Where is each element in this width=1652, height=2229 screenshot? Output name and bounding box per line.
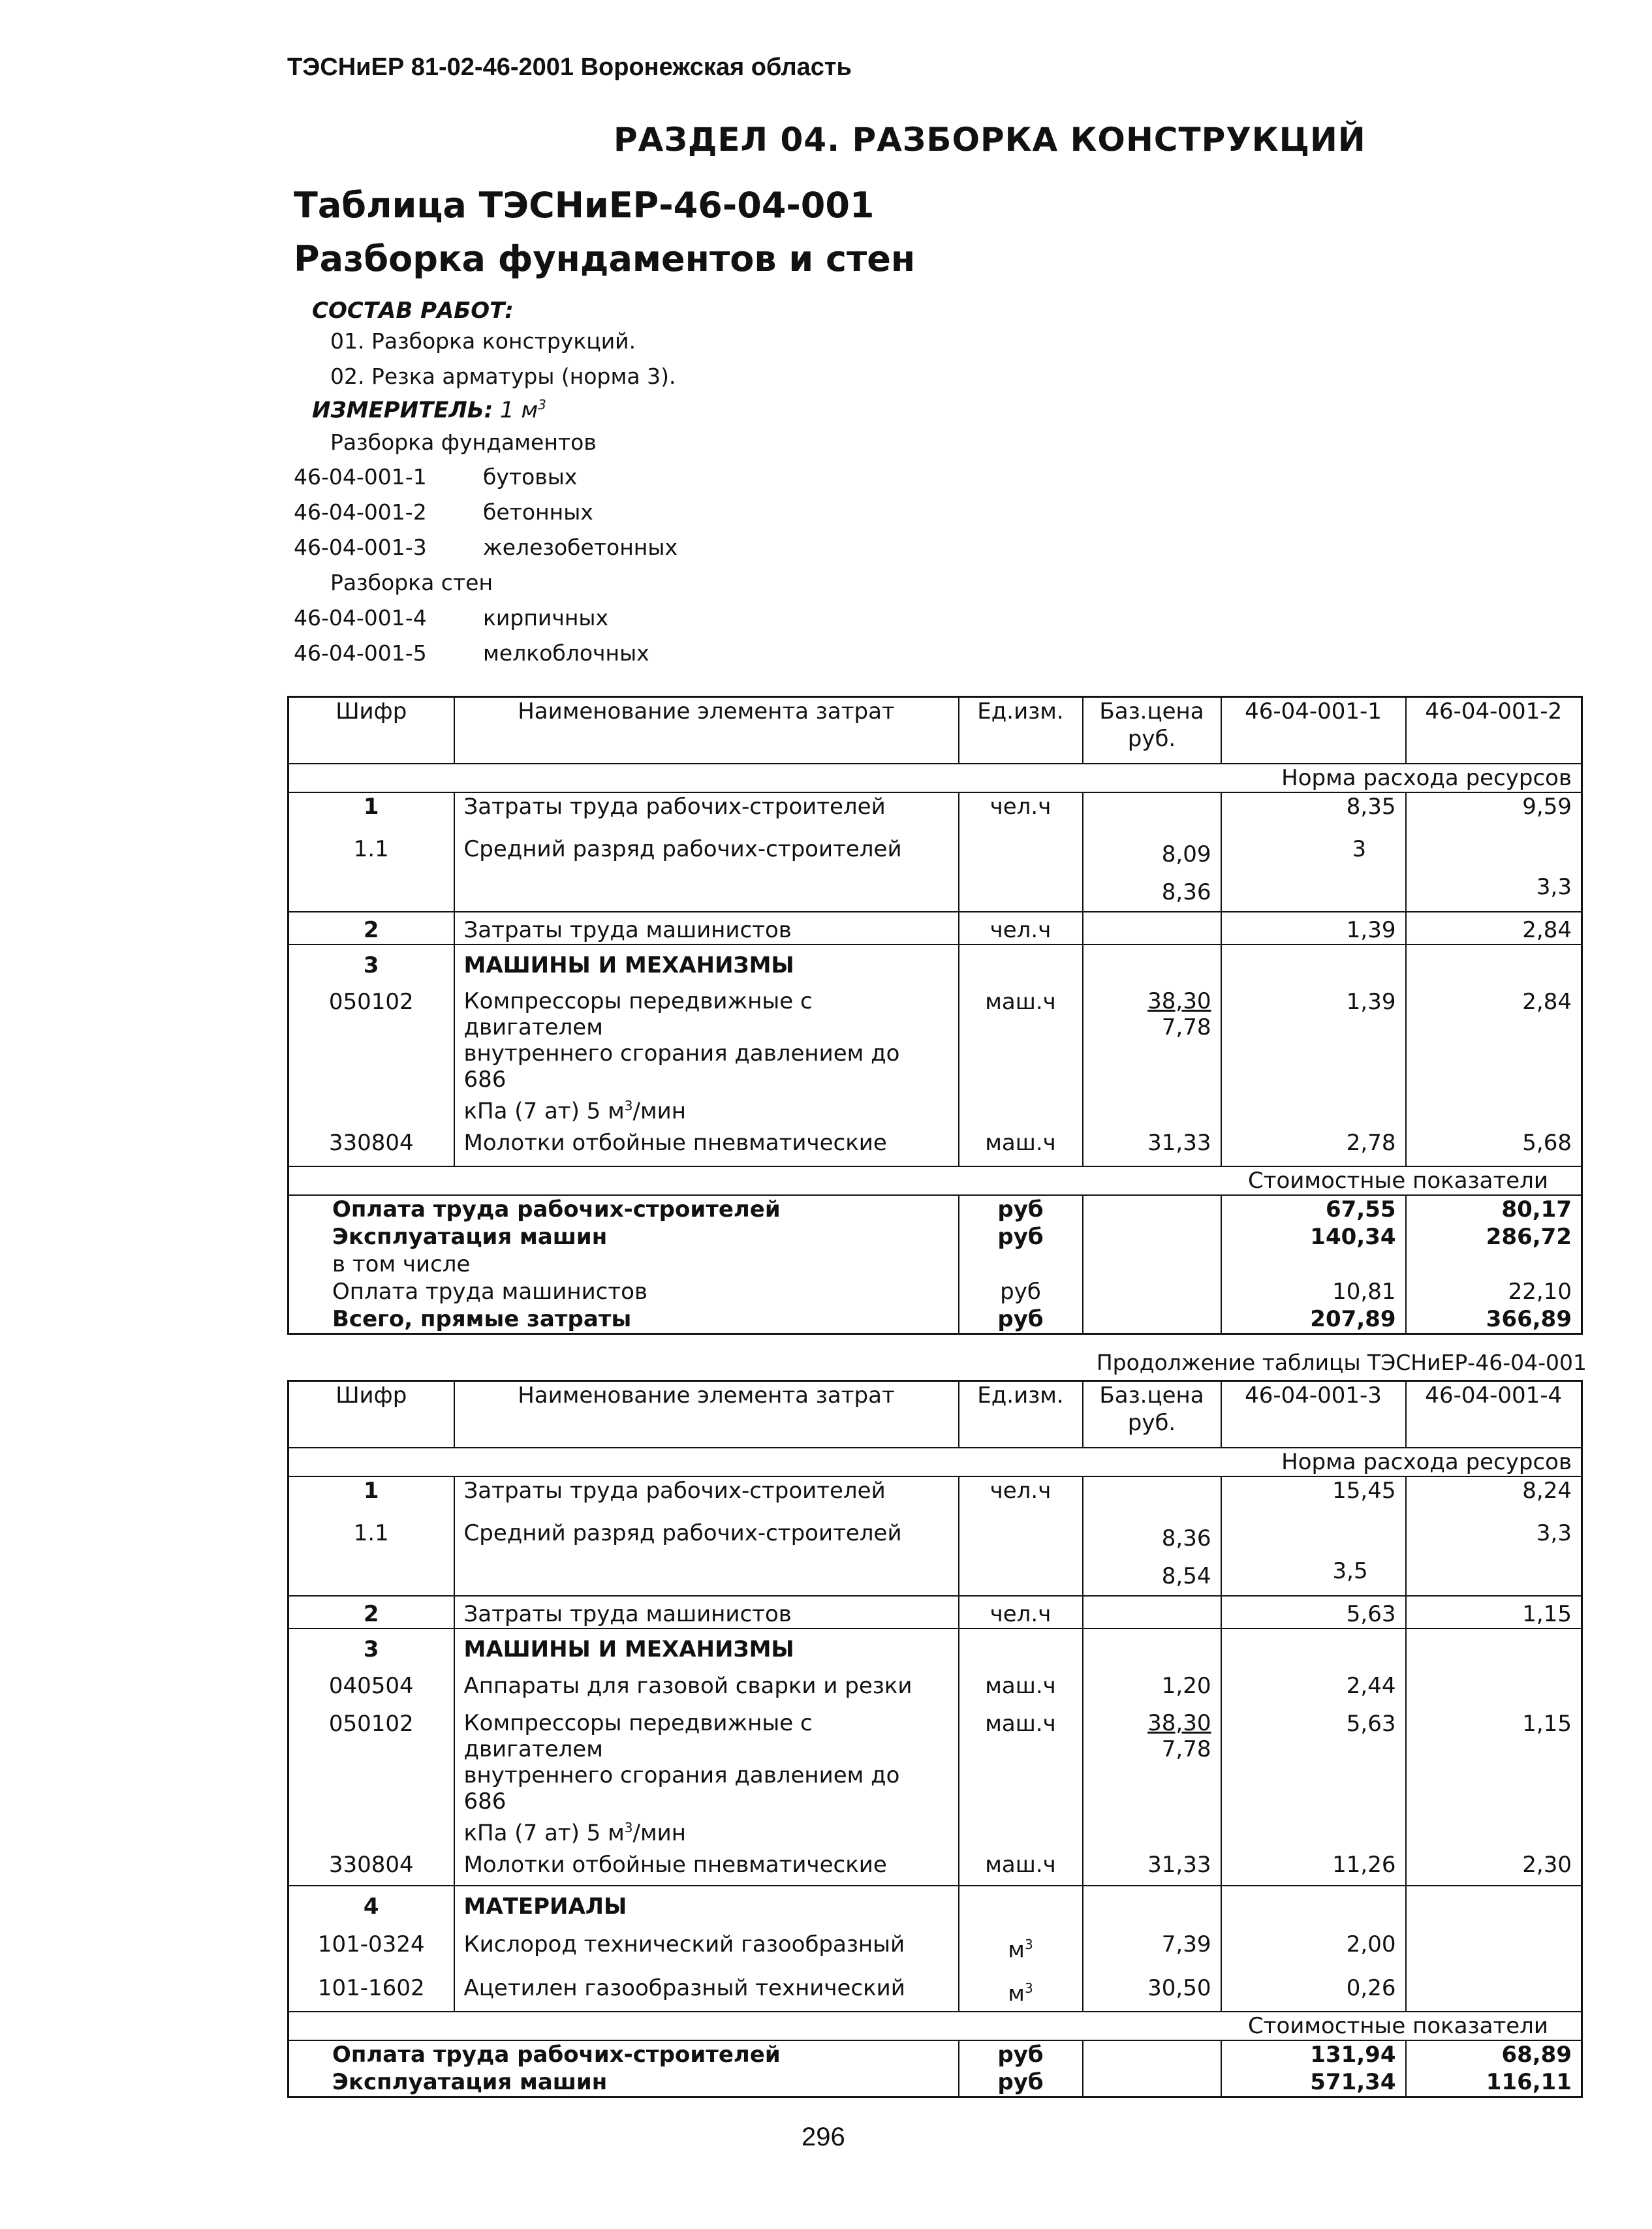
table-cell: 2 [288,1596,454,1629]
table-cell [1406,944,1582,979]
summary-row [288,1251,1582,1278]
cost-label: Стоимостные показатели [288,1166,1582,1195]
text-fragment: внутреннего сгорания давлением до 686 [463,1040,900,1093]
text-fragment: Компрессоры передвижные с двигателем [463,1710,813,1762]
row-code: 1.1 [288,832,454,912]
code-id: 46-04-001-3 [294,535,427,560]
table-cell: Эксплуатация машин [288,2068,959,2097]
text-fragment: 7,78 [1161,1736,1211,1762]
summary-row [288,1278,1582,1305]
text-fragment: Баз.цена [1099,698,1204,725]
table-cell: 5,63 [1221,1700,1406,1846]
table-cell: руб [959,1278,1083,1305]
table-cell [1221,1886,1406,1920]
text-fragment: /мин [632,1098,686,1125]
code-name: бетонных [483,499,593,525]
text-fragment: 3 [624,1820,633,1835]
table-cell: 67,55 [1221,1195,1406,1223]
table-cell: Оплата труда машинистов [288,1278,959,1305]
row-code: 1 [288,792,454,832]
table-cell [1083,1886,1221,1920]
table-cell: Оплата труда рабочих-строителей [288,1195,959,1223]
row-code: 330804 [288,1124,454,1166]
group-title: Разборка стен [330,570,493,595]
table-cell: Кислород технический газообразный [454,1920,959,1963]
text-fragment: 3 [624,1098,633,1114]
row-value-1: 1,39 [1221,979,1406,1124]
table-cell: 1 [288,1476,454,1516]
table-cell [1083,1629,1221,1663]
table-cell [1083,1596,1221,1629]
table-row [288,1700,1582,1846]
norm-row [288,764,1582,792]
table-cell: 207,89 [1221,1305,1406,1334]
row-value-2: 2,84 [1406,912,1582,944]
cost-row [288,2012,1582,2040]
table-row [288,1596,1582,1629]
text-fragment: кПа (7 ат) 5 м [463,1820,625,1847]
row-unit: чел.ч [959,912,1083,944]
code-id: 46-04-001-4 [294,605,427,631]
row-code: 2 [288,912,454,944]
table-cell [959,832,1083,912]
table-cell: Оплата труда рабочих-строителей [288,2040,959,2068]
group-title: Разборка фундаментов [330,429,597,455]
row-value-1: 8,35 [1221,792,1406,832]
col-unit-header: Ед.изм. [959,697,1083,764]
text-fragment: руб. [1127,726,1176,752]
page-number: 296 [802,2123,845,2151]
text-fragment: м [1008,1980,1025,2006]
table-header-row [288,697,1582,764]
table-cell: 15,45 [1221,1476,1406,1516]
running-header: ТЭСНиЕР 81-02-46-2001 Воронежская область [287,54,852,81]
row-price: 31,33 [1083,1124,1221,1166]
table-cell [1406,1886,1582,1920]
text-fragment: кПа (7 ат) 5 м [463,1098,625,1125]
table-row [288,944,1582,979]
col-name-header: Наименование элемента затрат [454,1381,959,1448]
table-cell: 3 [288,1629,454,1663]
table-cell: 040504 [288,1663,454,1700]
table-row [288,979,1582,1124]
text-fragment: Баз.цена [1099,1382,1204,1409]
table-cell [1221,1251,1406,1278]
resource-table-2 [287,1380,1583,2098]
row-value-2: 3,3 [1536,874,1572,900]
table-header-row [288,1381,1582,1448]
summary-row [288,1195,1582,1223]
table-cell: руб [959,2040,1083,2068]
row-name [454,979,959,1124]
table-cell: 286,72 [1486,1224,1572,1251]
table-cell: 101-0324 [288,1920,454,1963]
table-cell: 1,15 [1406,1596,1582,1629]
table-cell: 116,11 [1486,2068,1572,2095]
table-cell: 1,20 [1083,1663,1221,1700]
text-fragment: 3 [1024,1980,1033,1996]
col-rate-1-header: 46-04-001-1 [1221,697,1406,764]
table-cell: руб [959,2068,1083,2097]
code-name: кирпичных [483,605,609,631]
table-title: Таблица ТЭСНиЕР-46-04-001 [294,185,875,226]
table-row [288,1476,1582,1516]
meter-value: 1 м [500,397,538,424]
code-name: бутовых [483,464,578,490]
col-code-header: Шифр [288,697,454,764]
table-cell [1221,1629,1406,1663]
row-name: Затраты труда машинистов [454,912,959,944]
table-cell: МАШИНЫ И МЕХАНИЗМЫ [454,1629,959,1663]
composition-label: СОСТАВ РАБОТ: [312,298,514,324]
table-cell [1221,944,1406,979]
table-cell: 330804 [288,1846,454,1886]
table-subtitle: Разборка фундаментов и стен [294,238,916,279]
row-code: 3 [288,944,454,979]
table-cell [454,1700,959,1846]
text-fragment: 3 [1024,1937,1033,1953]
row-name: Средний разряд рабочих-строителей [454,832,959,912]
col-name-header: Наименование элемента затрат [454,697,959,764]
table-row [288,792,1582,832]
text-fragment: 8,54 [1161,1563,1211,1589]
table-cell [1083,1516,1221,1596]
table-cell [1406,1964,1582,2012]
text-fragment: 38,30 [1147,1710,1211,1736]
table-row [288,1886,1582,1920]
table-cell: чел.ч [959,1476,1083,1516]
table-cell [1083,979,1221,1124]
continuation-note: Продолжение таблицы ТЭСНиЕР-46-04-001 [1096,1350,1587,1375]
text-fragment: 7,78 [1161,1014,1211,1040]
table-cell: 2,00 [1221,1920,1406,1963]
table-cell: 68,89 [1501,2041,1572,2068]
table-cell [1083,1195,1221,1223]
table-cell: 1.1 [288,1516,454,1596]
col-rate-2-header: 46-04-001-2 [1406,697,1582,764]
table-cell: Средний разряд рабочих-строителей [454,1516,959,1596]
text-fragment: м [1008,1937,1025,1963]
table-cell: Аппараты для газовой сварки и резки [454,1663,959,1700]
row-unit: маш.ч [959,1124,1083,1166]
text-fragment: руб. [1127,1410,1176,1436]
table-cell: маш.ч [959,1700,1083,1846]
code-id: 46-04-001-1 [294,464,427,490]
table-cell: Затраты труда машинистов [454,1596,959,1629]
row-name: МАШИНЫ И МЕХАНИЗМЫ [454,944,959,979]
col-code-header: Шифр [288,1381,454,1448]
table-cell [1083,944,1221,979]
table-cell: 0,26 [1221,1964,1406,2012]
meter-line [312,397,546,423]
text-fragment: Компрессоры передвижные с двигателем [463,988,813,1040]
row-value-2: 5,68 [1522,1130,1572,1157]
table-row [288,1920,1582,1963]
col-price-header [1083,697,1221,764]
norm-label: Норма расхода ресурсов [288,1448,1582,1476]
composition-item: 01. Разборка конструкций. [330,328,636,354]
table-cell: 5,63 [1221,1596,1406,1629]
row-value-1: 1,39 [1221,912,1406,944]
table-cell [1083,2040,1221,2068]
col-rate-1-header: 46-04-001-3 [1221,1381,1406,1448]
table-cell: руб [959,1305,1083,1334]
table-cell: 4 [288,1886,454,1920]
table-cell: 80,17 [1501,1196,1572,1223]
row-value-2: 9,59 [1522,794,1572,820]
table-cell: 7,39 [1083,1920,1221,1963]
table-cell [959,944,1083,979]
table-cell: 3,5 [1221,1516,1406,1596]
summary-row [288,1305,1582,1334]
table-row [288,1846,1582,1886]
table-cell: Всего, прямые затраты [288,1305,959,1334]
table-cell [1083,912,1221,944]
table-cell [1406,1629,1582,1663]
row-value-2: 2,84 [1522,989,1572,1015]
table-cell: 050102 [288,1700,454,1846]
row-name: Молотки отбойные пневматические [454,1124,959,1166]
section-title: РАЗДЕЛ 04. РАЗБОРКА КОНСТРУКЦИЙ [614,121,1366,159]
meter-label: ИЗМЕРИТЕЛЬ: [312,397,493,424]
text-fragment: внутреннего сгорания давлением до 686 [463,1762,900,1815]
row-name: Затраты труда рабочих-строителей [454,792,959,832]
table-cell [959,1886,1083,1920]
table-cell [1083,2068,1221,2097]
norm-label: Норма расхода ресурсов [288,764,1582,792]
resource-table-1 [287,696,1583,1335]
table-cell: в том числе [288,1251,959,1278]
table-row [288,1663,1582,1700]
table-cell [1406,1920,1582,1963]
table-cell: 30,50 [1083,1964,1221,2012]
code-name: мелкоблочных [483,640,649,666]
table-cell: МАТЕРИАЛЫ [454,1886,959,1920]
table-cell [1406,1663,1582,1700]
table-cell: 101-1602 [288,1964,454,2012]
table-cell: 3,3 [1536,1520,1572,1546]
table-cell [1083,792,1221,832]
row-unit: чел.ч [959,792,1083,832]
text-fragment: 8,09 [1161,841,1211,867]
table-cell [959,1251,1083,1278]
composition-item: 02. Резка арматуры (норма 3). [330,364,676,389]
text-fragment: /мин [632,1820,686,1847]
code-name: железобетонных [483,535,678,560]
table-cell: Затраты труда рабочих-строителей [454,1476,959,1516]
table-cell [1083,1476,1221,1516]
table-cell: 140,34 [1221,1223,1406,1251]
table-cell: Молотки отбойные пневматические [454,1846,959,1886]
table-cell: 571,34 [1221,2068,1406,2097]
text-fragment: 38,30 [1147,988,1211,1014]
norm-row [288,1448,1582,1476]
table-cell: руб [959,1195,1083,1223]
meter-sup: 3 [538,397,546,413]
table-cell: 31,33 [1083,1846,1221,1886]
table-cell: чел.ч [959,1596,1083,1629]
table-cell: Стоимостные показатели [288,2012,1582,2040]
col-unit-header: Ед.изм. [959,1381,1083,1448]
table-cell: 131,94 [1221,2040,1406,2068]
col-rate-2-header: 46-04-001-4 [1406,1381,1582,1448]
col-price-header [1083,1381,1221,1448]
table-cell [1083,1305,1221,1334]
row-value-1: 3 [1221,832,1406,912]
summary-row [288,2068,1582,2097]
row-unit: маш.ч [959,979,1083,1124]
table-cell: 8,24 [1522,1478,1572,1504]
table-cell [1083,1278,1221,1305]
cost-row [288,1166,1582,1195]
table-cell [1083,1251,1221,1278]
table-row [288,1629,1582,1663]
table-cell [1083,1700,1221,1846]
table-row [288,912,1582,944]
row-value-1: 2,78 [1221,1124,1406,1166]
table-cell [959,1964,1083,2012]
table-cell: Эксплуатация машин [288,1223,959,1251]
summary-row [288,1223,1582,1251]
table-cell: 10,81 [1221,1278,1406,1305]
code-id: 46-04-001-5 [294,640,427,666]
table-cell: Ацетилен газообразный технический [454,1964,959,2012]
table-cell: 1,15 [1522,1711,1572,1737]
table-cell: 22,10 [1508,1279,1572,1305]
table-cell [959,1920,1083,1963]
table-cell [959,1629,1083,1663]
table-row [288,1516,1582,1596]
table-cell: 2,44 [1221,1663,1406,1700]
text-fragment: 8,36 [1161,1525,1211,1551]
table-cell [1406,1251,1582,1278]
table-cell: маш.ч [959,1663,1083,1700]
table-row [288,1964,1582,2012]
table-row [288,832,1582,912]
table-cell [1083,1223,1221,1251]
table-cell: 2,30 [1522,1852,1572,1878]
table-row [288,1124,1582,1166]
table-cell: руб [959,1223,1083,1251]
table-cell: маш.ч [959,1846,1083,1886]
code-id: 46-04-001-2 [294,499,427,525]
table-cell: 11,26 [1221,1846,1406,1886]
text-fragment: 8,36 [1161,879,1211,905]
summary-row [288,2040,1582,2068]
table-cell: 366,89 [1486,1306,1572,1333]
table-cell [1083,832,1221,912]
table-cell [959,1516,1083,1596]
row-code: 050102 [288,979,454,1124]
